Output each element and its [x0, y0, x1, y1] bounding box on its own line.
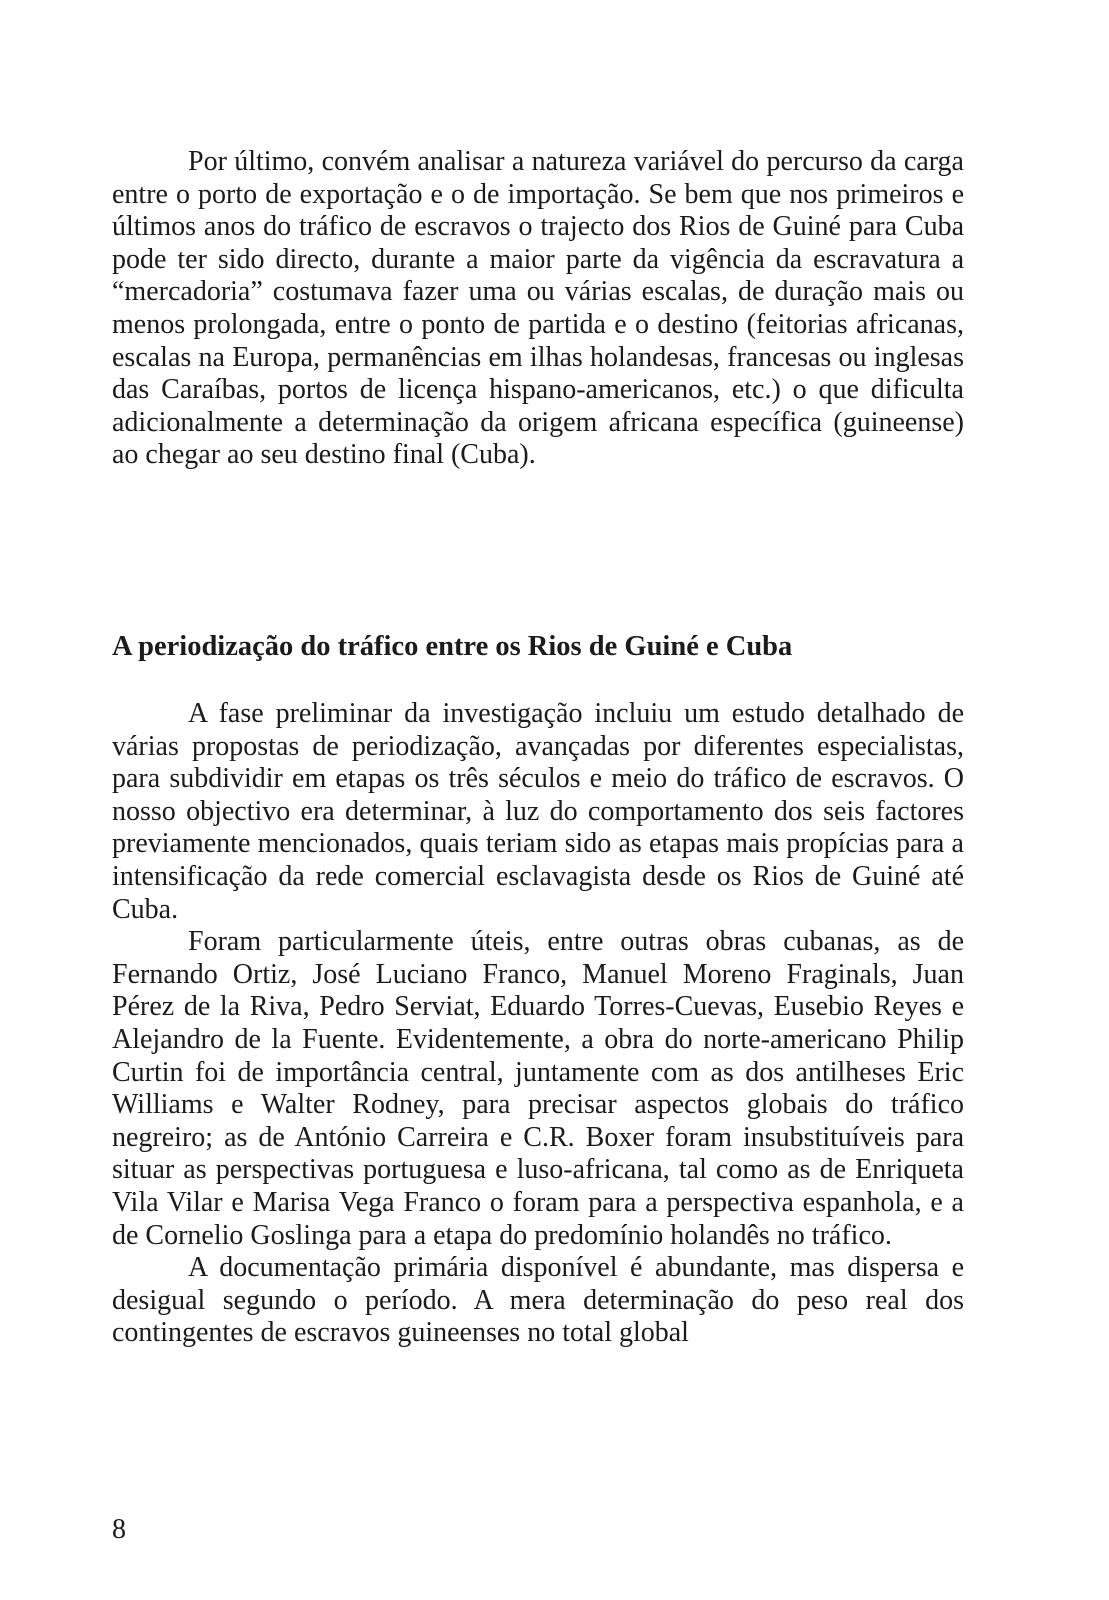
- section-heading: A periodização do tráfico entre os Rios de Guiné e Cuba: [112, 631, 793, 662]
- intro-paragraph: Por último, convém analisar a natureza variável do percurso da carga entre o porto de exportação e o de importação. Se bem que nos primeiros e últimos anos do tráfico de escravos o trajecto dos Rios de Guiné para Cuba pode ter sido directo, durante a maior parte da vigência da escravatura a “mercadoria” costumava fazer uma ou várias escalas, de duração mais ou menos prolongada, entre o ponto de partida e o destino (feitorias africanas, escalas na Europa, permanências em ilhas holandesas, francesas ou inglesas das Caraíbas, portos de licença hispano-americanos, etc.) o que dificulta adicionalmente a determinação da origem africana específica (guineense) ao chegar ao seu destino final (Cuba).: [112, 146, 964, 471]
- section-body: [112, 698, 964, 1350]
- page-number: 8: [112, 1514, 126, 1545]
- body-paragraph-1: A fase preliminar da investigação incluiu um estudo detalhado de várias propostas de periodização, avançadas por diferentes especialistas, para subdividir em etapas os três séculos e meio do tráfico de escravos. O nosso objectivo era determinar, à luz do comportamento dos seis factores previamente mencionados, quais teriam sido as etapas mais propícias para a intensificação da rede comercial esclavagista desde os Rios de Guiné até Cuba.: [112, 698, 964, 925]
- intro-text-block: [112, 146, 964, 472]
- body-paragraph-3: A documentação primária disponível é abundante, mas dispersa e desigual segundo o período. A mera determinação do peso real dos contingentes de escravos guineenses no total global: [112, 1252, 964, 1349]
- body-paragraph-2: Foram particularmente úteis, entre outras obras cubanas, as de Fernando Ortiz, José Luciano Franco, Manuel Moreno Fraginals, Juan Pérez de la Riva, Pedro Serviat, Eduardo Torres-Cuevas, Eusebio Reyes e Alejandro de la Fuente. Evidentemente, a obra do norte-americano Philip Curtin foi de importância central, juntamente com as dos antilheses Eric Williams e Walter Rodney, para precisar aspectos globais do tráfico negreiro; as de António Carreira e C.R. Boxer foram insubstituíveis para situar as perspectivas portuguesa e luso-africana, tal como as de Enriqueta Vila Vilar e Marisa Vega Franco o foram para a perspectiva espanhola, e a de Cornelio Goslinga para a etapa do predomínio holandês no tráfico.: [112, 926, 964, 1251]
